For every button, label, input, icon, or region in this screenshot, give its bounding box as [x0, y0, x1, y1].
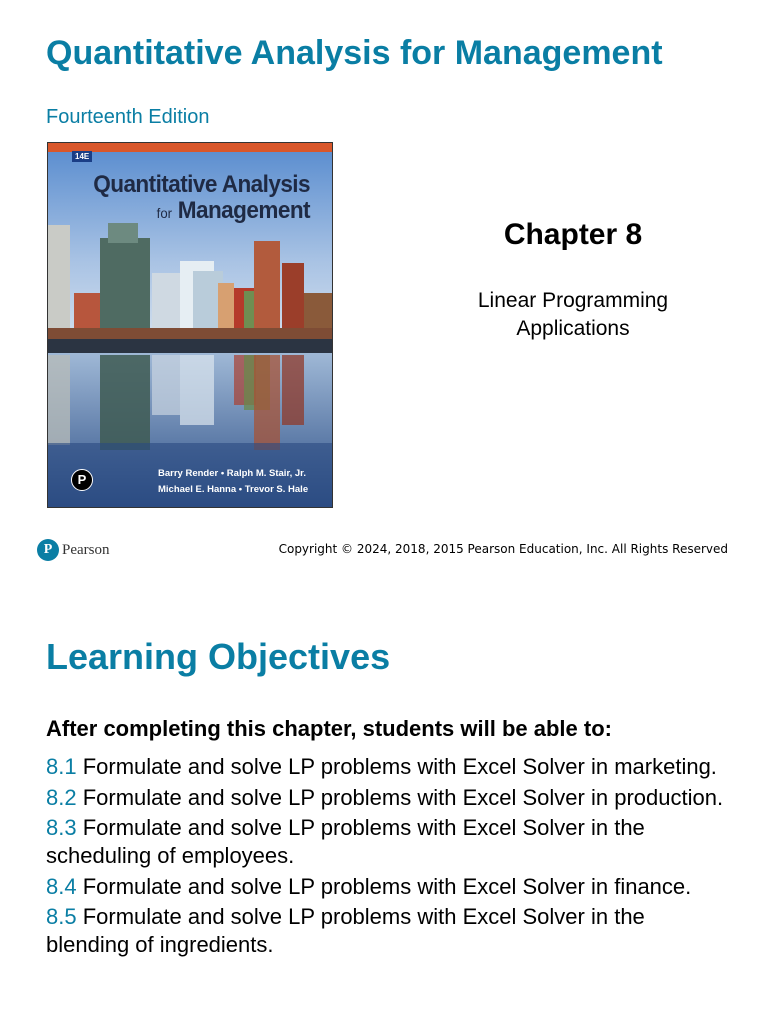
objective-item	[46, 814, 726, 870]
cover-authors-line1: Barry Render • Ralph M. Stair, Jr.	[158, 468, 306, 479]
objective-text: Formulate and solve LP problems with Excel Solver in the blending of ingredients.	[46, 904, 645, 957]
edition-badge: 14E	[72, 151, 92, 162]
pearson-logo	[37, 539, 110, 561]
objective-number: 8.4	[46, 873, 77, 899]
objective-number: 8.1	[46, 754, 77, 779]
cover-title-management: Management	[177, 197, 310, 224]
chapter-subtitle-line2: Applications	[516, 317, 630, 340]
learning-objectives-slide	[0, 578, 768, 1024]
objective-text: Formulate and solve LP problems with Excel Solver in marketing.	[76, 754, 717, 779]
chapter-subtitle-line1: Linear Programming	[477, 289, 669, 312]
edition-label: Fourteenth Edition	[46, 106, 210, 128]
book-title: Quantitative Analysis for Management	[46, 34, 663, 72]
objectives-list	[46, 753, 726, 962]
objective-text: Formulate and solve LP problems with Excel Solver in finance.	[76, 873, 692, 899]
pearson-wordmark: Pearson	[62, 541, 110, 558]
cover-title-line1: Quantitative Analysis	[93, 171, 310, 198]
objectives-intro: After completing this chapter, students will be able to:	[46, 716, 612, 741]
cover-authors	[158, 466, 308, 498]
objective-item	[46, 903, 726, 959]
objective-number: 8.2	[46, 784, 77, 810]
objective-item	[46, 784, 726, 812]
cover-authors-line2: Michael E. Hanna • Trevor S. Hale	[158, 484, 309, 495]
pearson-icon: P	[37, 539, 59, 561]
objective-number: 8.3	[46, 815, 77, 840]
chapter-heading: Chapter 8	[503, 218, 643, 251]
copyright-notice: Copyright © 2024, 2018, 2015 Pearson Education, Inc. All Rights Reserved	[278, 542, 728, 556]
objective-item	[46, 753, 726, 781]
cover-title-line2	[64, 199, 310, 223]
objective-text: Formulate and solve LP problems with Excel Solver in the scheduling of employees.	[46, 815, 645, 868]
book-cover-image	[47, 142, 333, 508]
objective-text: Formulate and solve LP problems with Excel Solver in production.	[76, 784, 724, 810]
cover-title-for: for	[156, 205, 173, 221]
chapter-subtitle	[440, 287, 706, 343]
pearson-cover-logo-icon: P	[71, 469, 93, 491]
learning-objectives-title: Learning Objectives	[46, 636, 391, 677]
cover-title	[48, 173, 310, 223]
objective-number: 8.5	[46, 904, 77, 929]
objective-item	[46, 873, 726, 901]
